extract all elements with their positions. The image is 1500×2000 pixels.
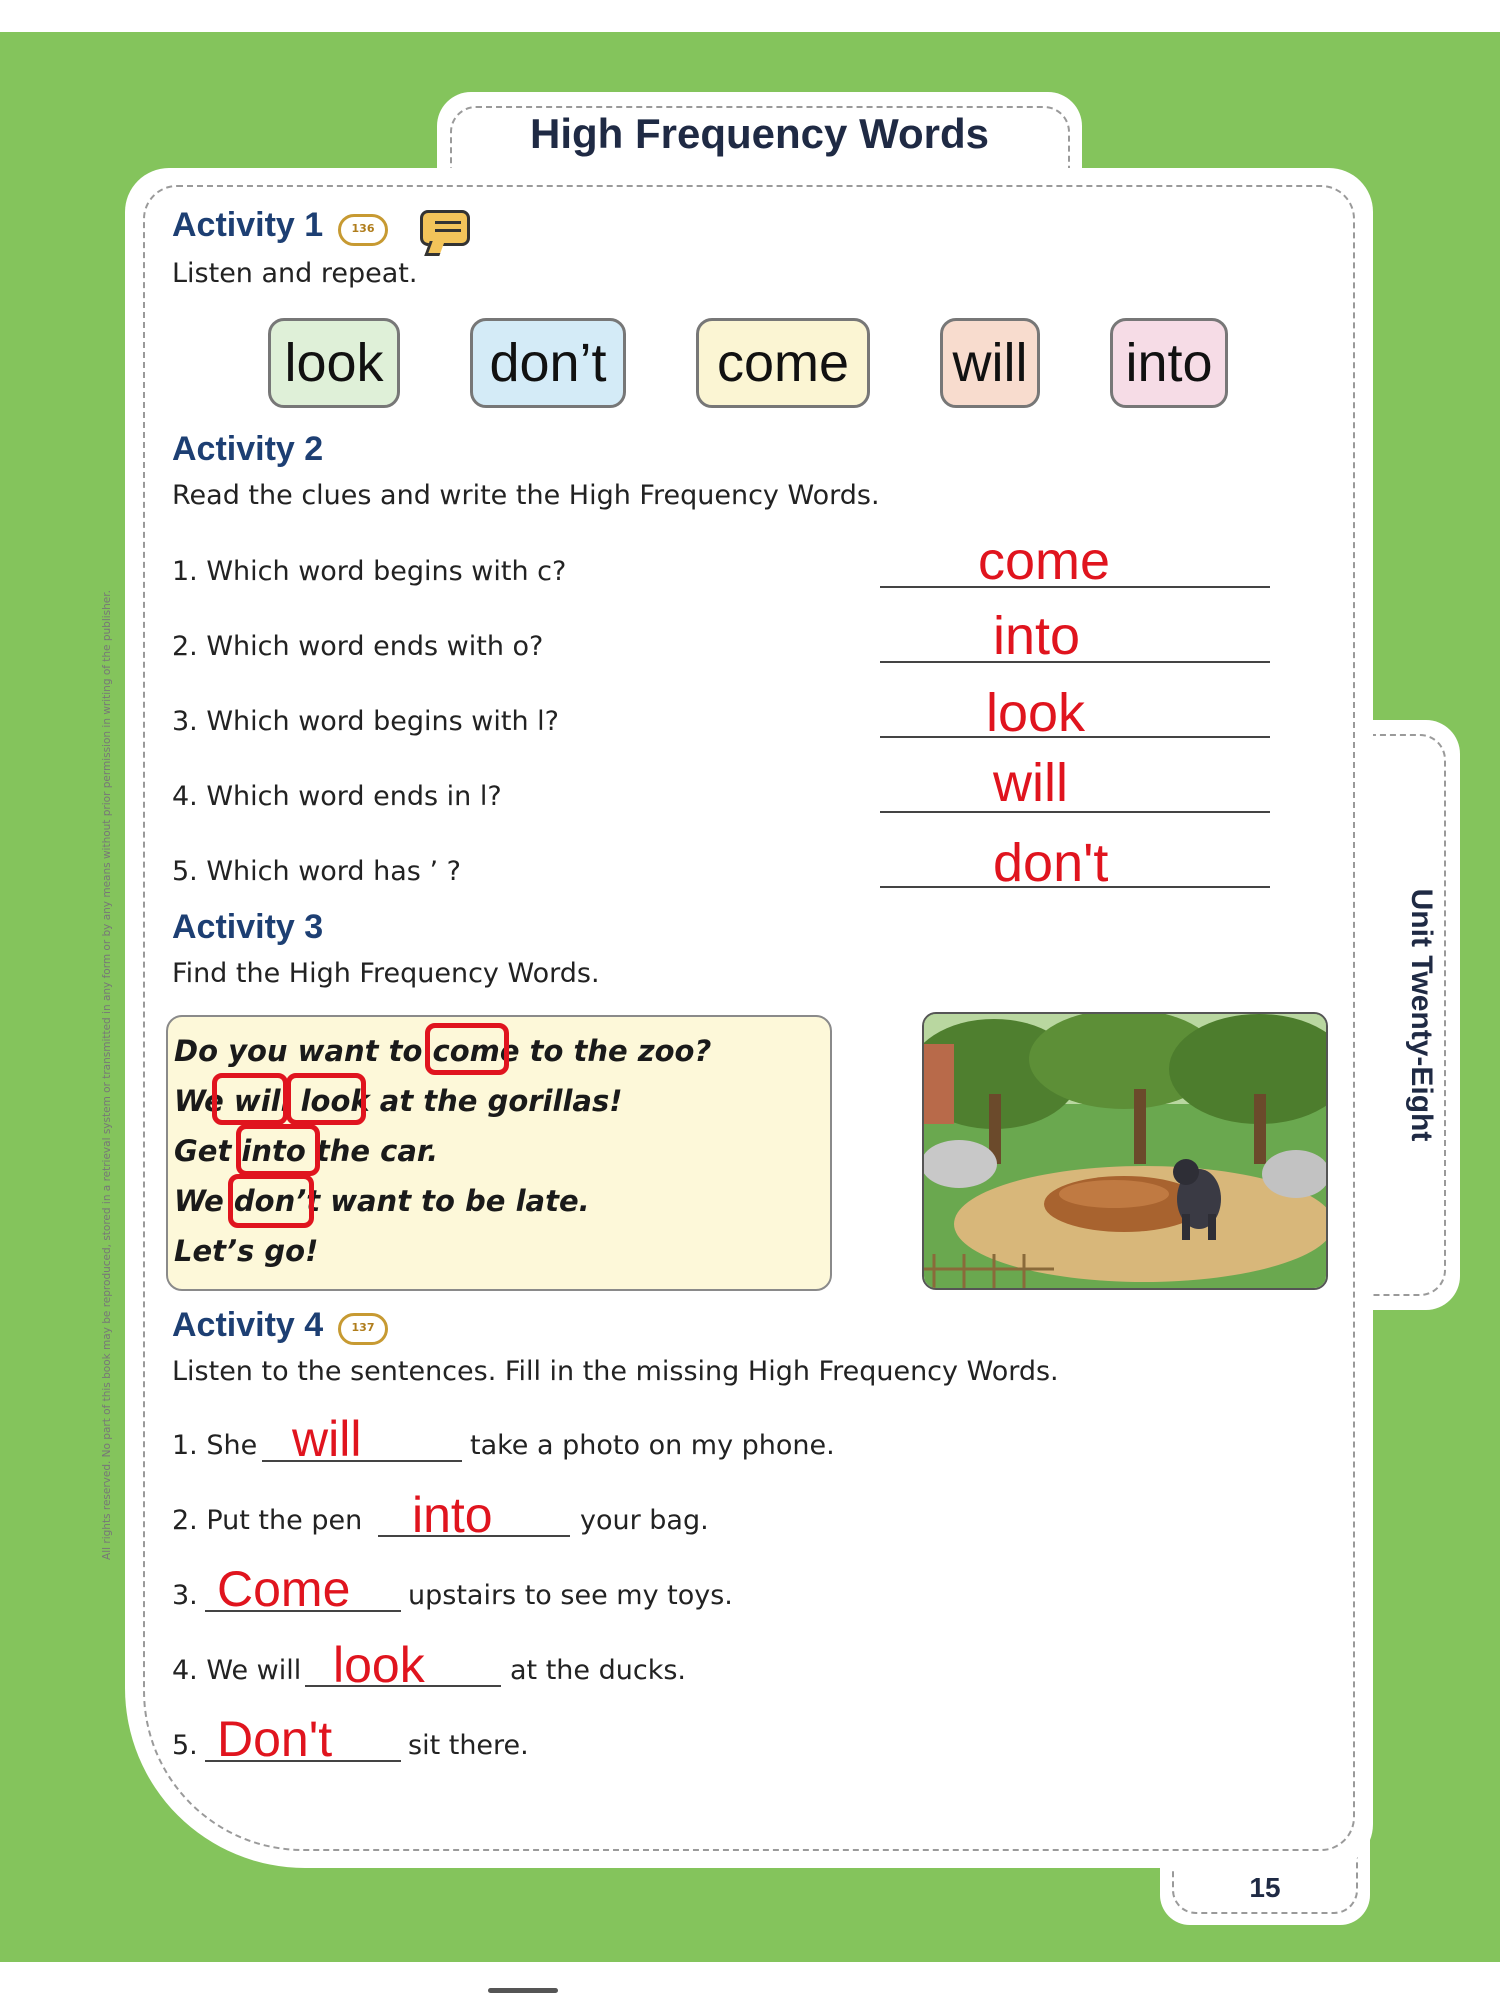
fill-answer-1: will (292, 1411, 362, 1467)
fill-answer-4: look (333, 1637, 425, 1693)
audio-track-number: 137 (351, 1321, 375, 1334)
activity1-instruction: Listen and repeat. (172, 258, 418, 289)
clue-question-2: 2. Which word ends with o? (172, 631, 544, 662)
clue-answer-1: come (978, 531, 1111, 591)
zoo-gorilla-illustration (922, 1012, 1328, 1290)
sentence-5-end: sit there. (408, 1730, 529, 1761)
word-card-into: into (1110, 318, 1228, 408)
audio-track-icon[interactable] (338, 1313, 388, 1345)
sentence-1-end: take a photo on my phone. (470, 1430, 835, 1461)
circled-word-into (236, 1124, 320, 1176)
word-card-come: come (696, 318, 870, 408)
word-card-look: look (268, 318, 400, 408)
clue-answer-3: look (986, 683, 1086, 743)
clue-question-1: 1. Which word begins with c? (172, 556, 567, 587)
activity3-instruction: Find the High Frequency Words. (172, 958, 600, 989)
story-line-4: We don’t want to be late. (174, 1184, 590, 1218)
activity4-instruction: Listen to the sentences. Fill in the missing High Frequency Words. (172, 1356, 1059, 1387)
clue-question-3: 3. Which word begins with l? (172, 706, 559, 737)
circled-word-look (286, 1073, 366, 1125)
sentence-2-start: 2. Put the pen (172, 1505, 363, 1536)
sentence-4-end: at the ducks. (510, 1655, 686, 1686)
fill-answer-2: into (412, 1487, 493, 1543)
bottom-bar (0, 1962, 1500, 2000)
answer-line-4[interactable] (880, 811, 1270, 813)
unit-label: Unit Twenty-Eight (1405, 888, 1438, 1142)
clue-question-5: 5. Which word has ’ ? (172, 856, 461, 887)
sentence-1-start: 1. She (172, 1430, 258, 1461)
fill-answer-5: Don't (217, 1711, 333, 1767)
activity2-instruction: Read the clues and write the High Frequency Words. (172, 480, 880, 511)
speech-bubble-icon (420, 210, 470, 246)
word-card-will: will (940, 318, 1040, 408)
clue-answer-2: into (993, 606, 1081, 666)
zoo-scene-svg (924, 1014, 1326, 1288)
sentence-3-start: 3. (172, 1580, 198, 1611)
story-line-1: Do you want to come to the zoo? (174, 1034, 712, 1068)
story-line-5: Let’s go! (174, 1234, 319, 1268)
clue-answer-5: don't (993, 833, 1109, 893)
story-line-2: We will look at the gorillas! (174, 1084, 623, 1118)
copyright-note: All rights reserved. No part of this book may be reproduced, stored in a retrieval system or transmitted in any form or by any means without prior permission in writing of the publisher. (101, 590, 113, 1560)
circled-word-will (212, 1073, 288, 1125)
sentence-4-start: 4. We will (172, 1655, 302, 1686)
circled-word-dont (228, 1174, 314, 1228)
story-line-3: Get into the car. (174, 1134, 439, 1168)
fill-answer-3: Come (217, 1561, 351, 1617)
sentence-3-end: upstairs to see my toys. (408, 1580, 733, 1611)
sentence-5-start: 5. (172, 1730, 198, 1761)
clue-question-4: 4. Which word ends in l? (172, 781, 502, 812)
sentence-2-end: your bag. (580, 1505, 709, 1536)
activity3-heading: Activity 3 (172, 908, 324, 946)
audio-track-icon[interactable] (338, 214, 388, 246)
clue-answer-4: will (993, 753, 1068, 813)
activity1-heading: Activity 1 (172, 206, 324, 244)
activity4-heading: Activity 4 (172, 1306, 324, 1344)
page-number: 15 (1249, 1872, 1281, 1903)
circled-word-come (425, 1023, 509, 1075)
audio-track-number: 136 (351, 222, 375, 235)
activity2-heading: Activity 2 (172, 430, 324, 468)
page-title: High Frequency Words (530, 110, 989, 157)
word-card-dont: don’t (470, 318, 626, 408)
home-indicator[interactable] (488, 1988, 558, 1993)
